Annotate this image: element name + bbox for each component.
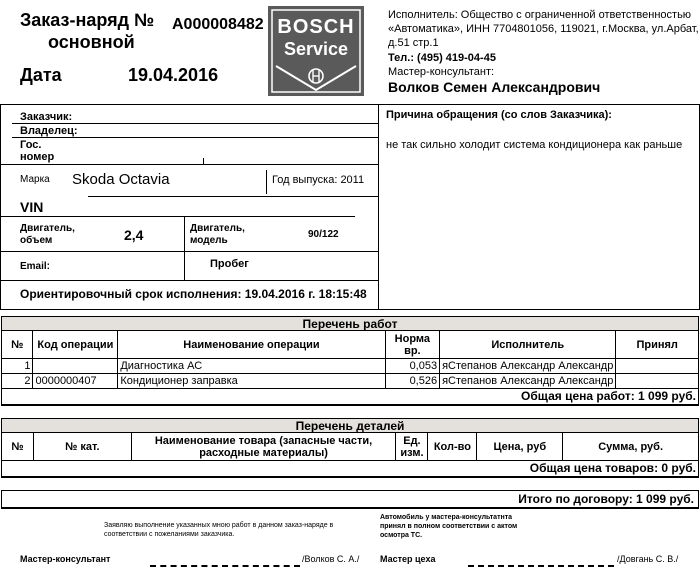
plate-label-line1: Гос. — [20, 139, 42, 151]
parts-col-qty: Кол-во — [428, 433, 477, 461]
master-sign-name: /Волков С. А./ — [302, 554, 360, 564]
table-row — [2, 359, 699, 374]
master-signature-line — [150, 565, 300, 567]
order-title-line1: Заказ-наряд № — [20, 10, 155, 30]
grand-total: Итого по договору: 1 099 руб. — [518, 492, 694, 506]
acceptance-line3: осмотра ТС. — [380, 532, 423, 539]
shop-signature-line — [468, 565, 614, 567]
parts-col-unit: Ед. изм. — [396, 433, 428, 461]
work-num: 1 — [2, 359, 33, 374]
deadline-text: Ориентировочный срок исполнения: 19.04.2016 г. 18:15:48 — [20, 287, 367, 301]
brand-value: Skoda Octavia — [72, 171, 170, 188]
shop-sign-name: /Довгань С. В./ — [617, 554, 679, 564]
email-label: Email: — [20, 261, 51, 272]
work-num: 2 — [2, 374, 33, 389]
footer-shop-label: Мастер цеха — [380, 554, 436, 564]
works-col-norm: Норма вр. — [385, 331, 439, 359]
work-code: 0000000407 — [33, 374, 118, 389]
work-norm: 0,053 — [385, 359, 439, 374]
work-code — [33, 359, 118, 374]
parts-col-name: Наименование товара (запасные части, расходные материалы) — [131, 433, 396, 461]
work-accepted — [616, 374, 699, 389]
order-number: A000008482 — [172, 16, 264, 33]
works-col-name: Наименование операции — [118, 331, 385, 359]
year-label: Год выпуска: 2011 — [272, 174, 365, 186]
work-name: Диагностика АС — [118, 359, 385, 374]
reason-label: Причина обращения (со слов Заказчика): — [386, 109, 612, 121]
engine-volume-value: 2,4 — [124, 227, 144, 243]
order-title-line2: основной — [48, 32, 135, 52]
customer-label: Заказчик: — [20, 111, 73, 123]
plate-label-line2: номер — [20, 151, 55, 163]
contractor-line2: «Автоматика», ИНН 7704801056, 119021, г.Москва, ул.Арбат, — [388, 23, 699, 35]
engine-volume-label-line1: Двигатель, — [20, 223, 75, 234]
logo-line1: BOSCH — [277, 16, 355, 38]
bosch-service-logo — [268, 6, 364, 96]
work-name: Кондиционер заправка — [118, 374, 385, 389]
works-col-num: № — [2, 331, 33, 359]
acceptance-line1: Автомобиль у мастера-консультатнта — [380, 514, 513, 521]
master-consultant-name: Волков Семен Александрович — [388, 79, 601, 95]
contractor-line3: д.51 стр.1 — [388, 37, 439, 49]
parts-table — [1, 418, 699, 478]
grand-total-box — [1, 490, 699, 509]
date-label: Дата — [20, 65, 62, 85]
contractor-phone: Тел.: (495) 419-04-45 — [388, 52, 496, 64]
works-col-code: Код операции — [33, 331, 118, 359]
table-row — [2, 374, 699, 389]
date-value: 19.04.2016 — [128, 65, 219, 85]
owner-label: Владелец: — [20, 125, 78, 137]
work-norm: 0,526 — [385, 374, 439, 389]
parts-col-price: Цена, руб — [477, 433, 563, 461]
brand-label: Марка — [20, 174, 50, 185]
works-total: Общая цена работ: 1 099 руб. — [2, 389, 699, 405]
engine-volume-label-line2: объем — [20, 235, 53, 246]
parts-title: Перечень деталей — [2, 419, 699, 433]
work-accepted — [616, 359, 699, 374]
reason-text: не так сильно холодит система кондиционера как раньше — [386, 139, 683, 151]
works-table — [1, 316, 699, 406]
acceptance-line2: принял в полном соответствии с актом — [380, 523, 518, 530]
parts-col-catalog: № кат. — [33, 433, 131, 461]
engine-model-value: 90/122 — [308, 229, 339, 240]
work-executor: яСтепанов Александр Александр — [440, 374, 616, 389]
works-col-accepted: Принял — [616, 331, 699, 359]
parts-total: Общая цена товаров: 0 руб. — [2, 461, 699, 477]
mileage-label: Пробег — [210, 258, 249, 270]
parts-col-sum: Сумма, руб. — [563, 433, 699, 461]
statement-line2: соответствии с пожеланиями заказчика. — [104, 531, 235, 538]
master-consultant-label: Мастер-консультант: — [388, 66, 495, 78]
engine-model-label-line1: Двигатель, — [190, 223, 245, 234]
works-col-executor: Исполнитель — [440, 331, 616, 359]
works-title: Перечень работ — [2, 317, 699, 331]
statement-line1: Заявляю выполнение указанных мною работ в данном заказ-наряде в — [104, 522, 334, 529]
footer-master-label: Мастер-консультант — [20, 554, 111, 564]
vin-label: VIN — [20, 199, 44, 215]
work-executor: яСтепанов Александр Александр — [440, 359, 616, 374]
engine-model-label-line2: модель — [190, 235, 228, 246]
contractor-line1: Исполнитель: Общество с ограниченной ответственностью — [388, 9, 692, 21]
parts-col-num: № — [2, 433, 34, 461]
logo-line2: Service — [283, 39, 349, 59]
